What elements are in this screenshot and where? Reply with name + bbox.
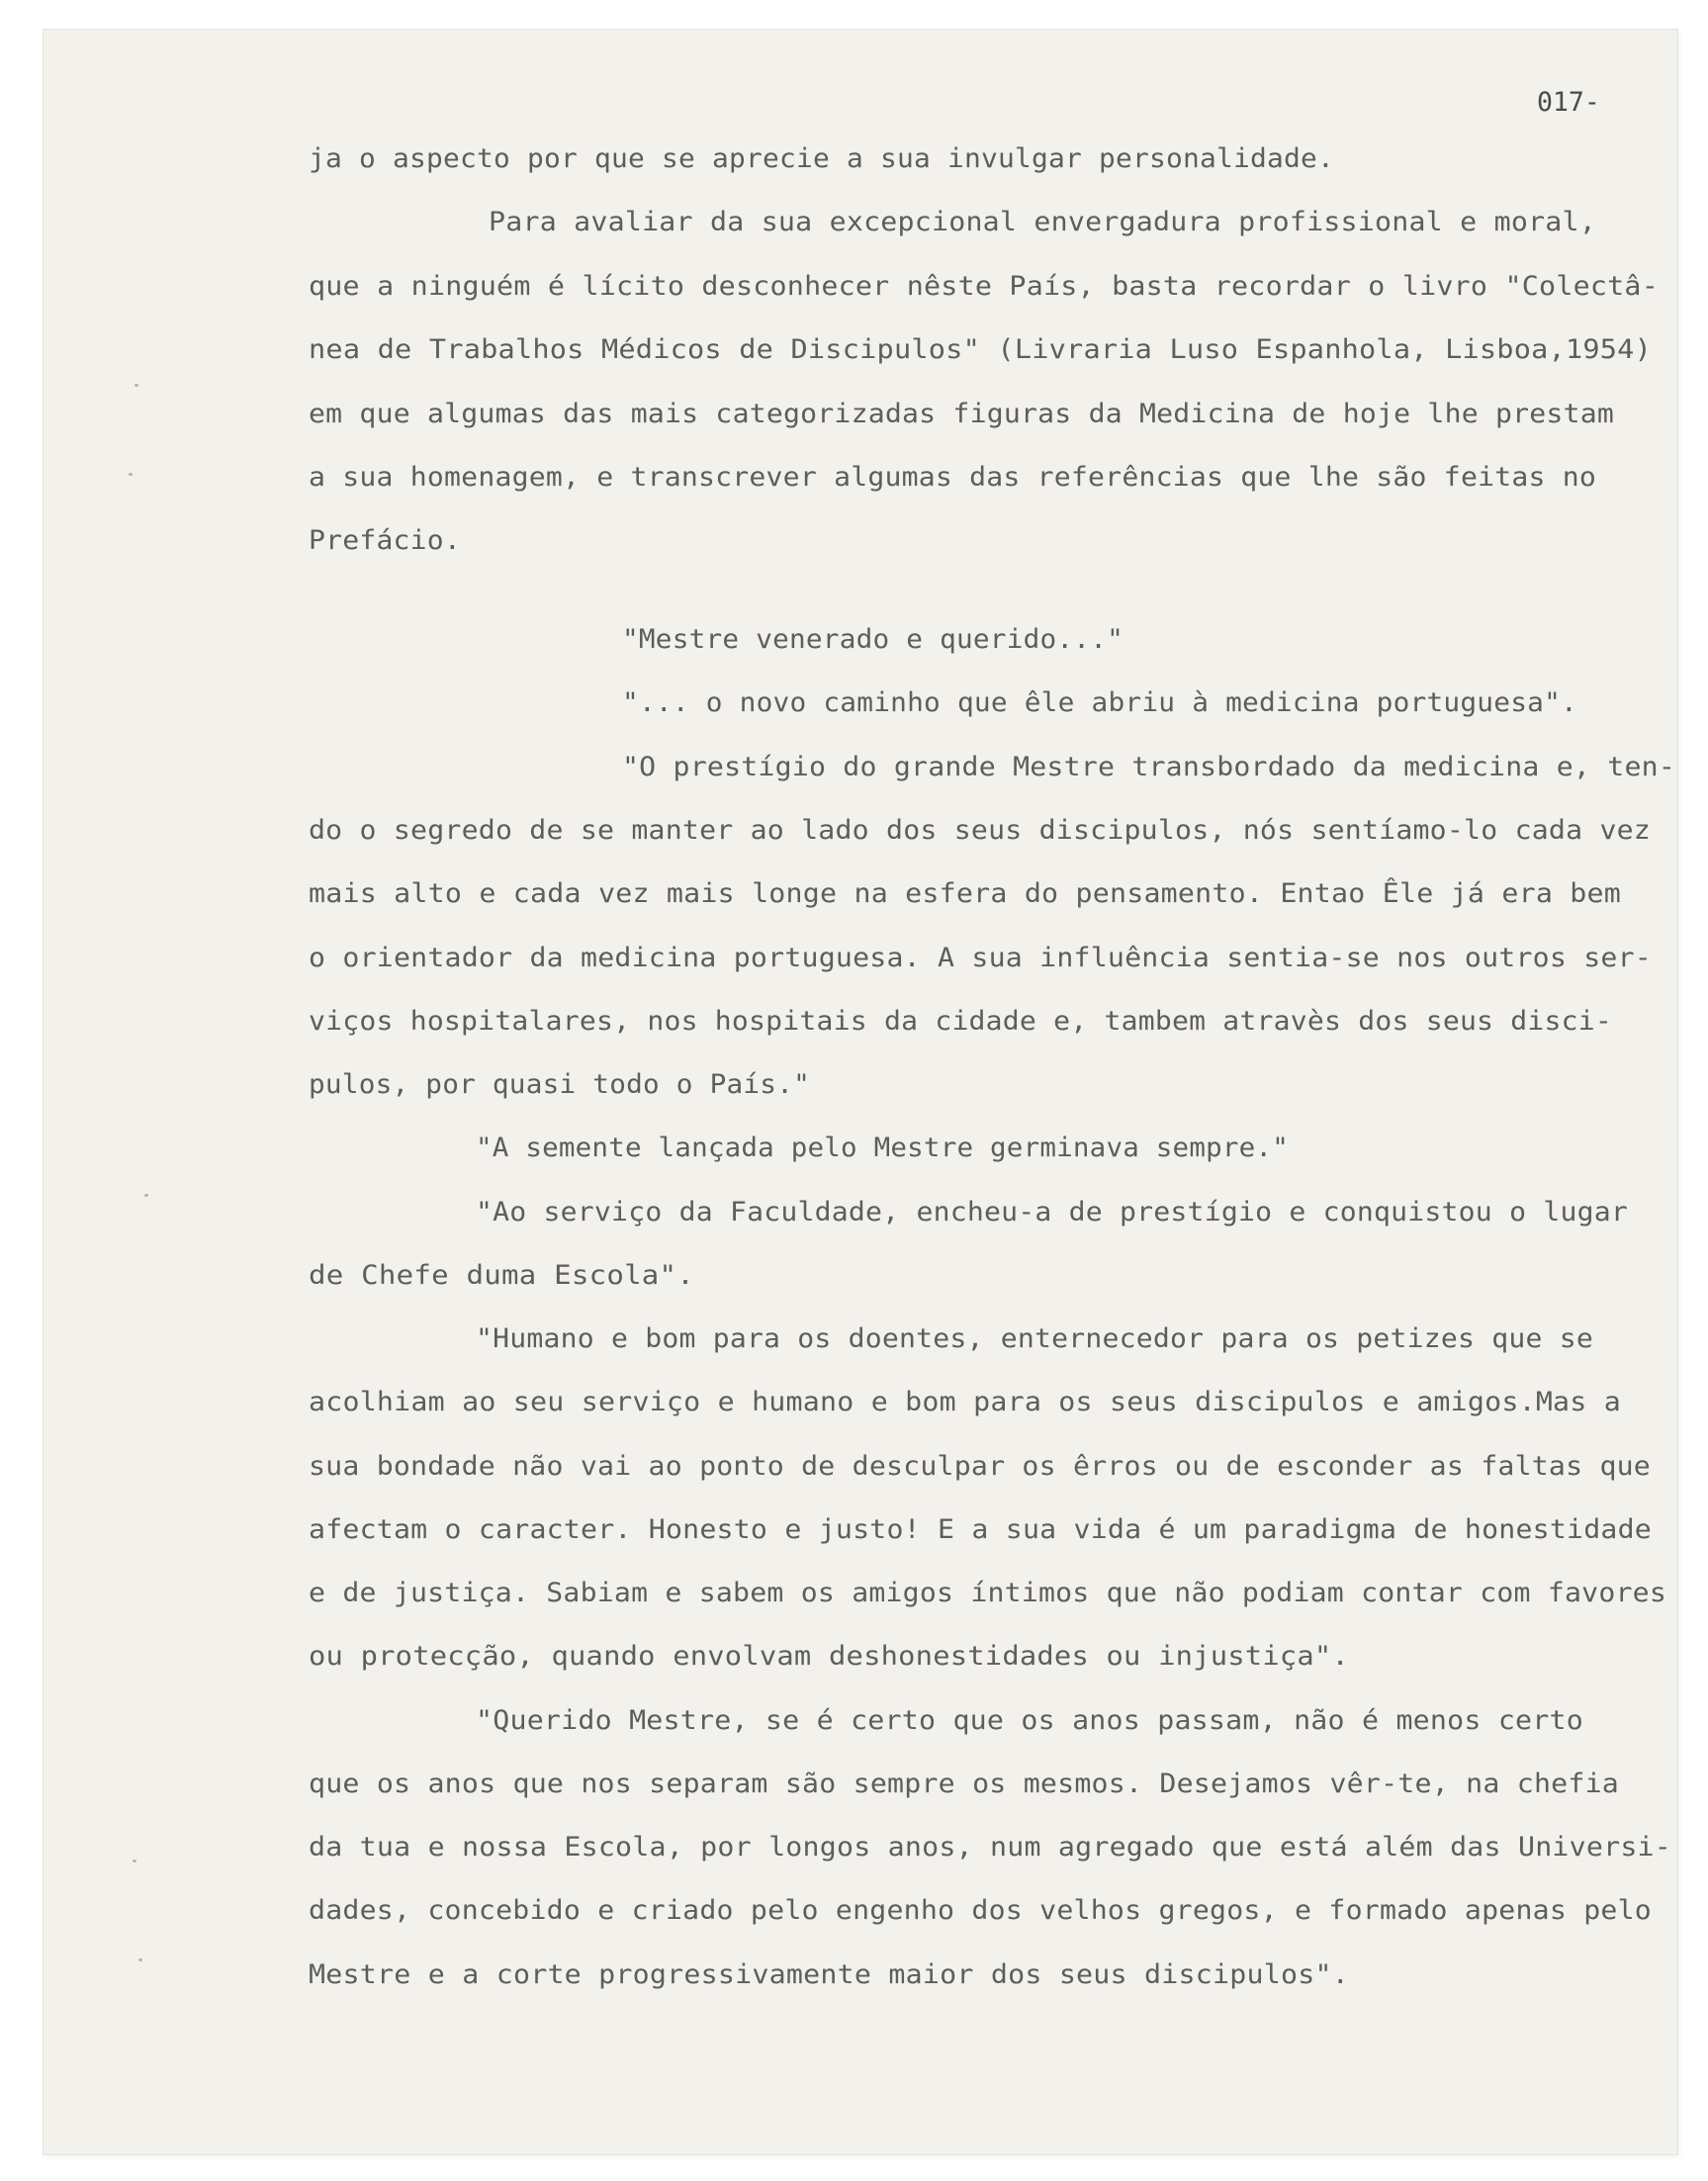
paper-speck	[133, 1860, 136, 1863]
text-line: acolhiam ao seu serviço e humano e bom para os seus discipulos e amigos.Mas a	[309, 1387, 1621, 1417]
typewritten-page	[44, 30, 1677, 2154]
text-line: Prefácio.	[309, 525, 461, 556]
text-line: ou protecção, quando envolvam deshonestidades ou injustiça".	[309, 1641, 1349, 1672]
text-line: a sua homenagem, e transcrever algumas das referências que lhe são feitas no	[309, 462, 1596, 493]
text-line: "Humano e bom para os doentes, enternecedor para os petizes que se	[476, 1323, 1593, 1354]
text-line: "Ao serviço da Faculdade, encheu-a de prestígio e conquistou o lugar	[476, 1197, 1628, 1227]
paper-speck	[135, 384, 138, 387]
text-line: de Chefe duma Escola".	[309, 1260, 694, 1291]
text-line: viços hospitalares, nos hospitais da cidade e, tambem atravès dos seus disci-	[309, 1006, 1612, 1037]
paper-speck	[138, 1958, 142, 1961]
paper-speck	[129, 473, 133, 476]
text-line: "... o novo caminho que êle abriu à medicina portuguesa".	[622, 687, 1577, 718]
text-line: "A semente lançada pelo Mestre germinava sempre."	[476, 1133, 1289, 1163]
text-line: dades, concebido e criado pelo engenho dos velhos gregos, e formado apenas pelo	[309, 1895, 1652, 1926]
text-line: "O prestígio do grande Mestre transbordado da medicina e, ten-	[622, 752, 1675, 782]
text-line: pulos, por quasi todo o País."	[309, 1069, 810, 1100]
text-line: e de justiça. Sabiam e sabem os amigos íntimos que não podiam contar com favores	[309, 1578, 1666, 1608]
text-line: "Querido Mestre, se é certo que os anos passam, não é menos certo	[476, 1705, 1583, 1736]
text-line: que os anos que nos separam são sempre os mesmos. Desejamos vêr-te, na chefia	[309, 1769, 1619, 1799]
text-line: ja o aspecto por que se aprecie a sua invulgar personalidade.	[309, 143, 1334, 174]
page-number: 017-	[1537, 87, 1600, 118]
text-line: mais alto e cada vez mais longe na esfera do pensamento. Entao Êle já era bem	[309, 878, 1621, 909]
text-line: nea de Trabalhos Médicos de Discipulos" (Livraria Luso Espanhola, Lisboa,1954)	[309, 334, 1652, 365]
text-line: o orientador da medicina portuguesa. A sua influência sentia-se nos outros ser-	[309, 943, 1652, 973]
paper-speck	[144, 1194, 148, 1197]
body-text	[44, 30, 1677, 2154]
text-line: que a ninguém é lícito desconhecer nêste País, basta recordar o livro "Colectâ-	[309, 271, 1660, 302]
text-line: afectam o caracter. Honesto e justo! E a sua vida é um paradigma de honestidade	[309, 1514, 1652, 1545]
text-line: Para avaliar da sua excepcional envergadura profissional e moral,	[489, 207, 1596, 237]
text-line: Mestre e a corte progressivamente maior dos seus discipulos".	[309, 1959, 1349, 1990]
text-line: sua bondade não vai ao ponto de desculpar os êrros ou de esconder as faltas que	[309, 1451, 1651, 1482]
text-line: em que algumas das mais categorizadas figuras da Medicina de hoje lhe prestam	[309, 399, 1614, 429]
text-line: da tua e nossa Escola, por longos anos, num agregado que está além das Universi-	[309, 1832, 1671, 1863]
text-line: do o segredo de se manter ao lado dos seus discipulos, nós sentíamo-lo cada vez	[309, 815, 1651, 846]
text-line: "Mestre venerado e querido..."	[622, 624, 1124, 655]
